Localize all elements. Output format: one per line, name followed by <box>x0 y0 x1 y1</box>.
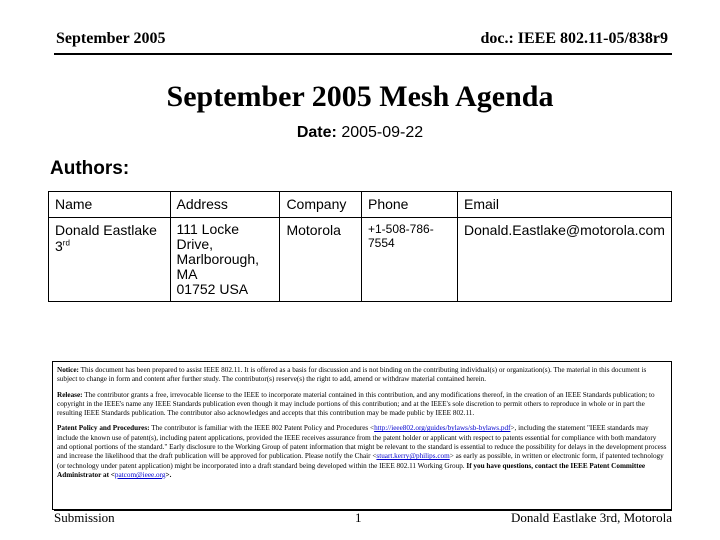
author-address-cell <box>170 218 280 302</box>
author-phone: +1-508-786-7554 <box>361 218 457 302</box>
notice-label: Notice: <box>57 366 79 374</box>
release-label: Release: <box>57 390 83 399</box>
col-header-name: Name <box>49 192 171 218</box>
notice-paragraph <box>57 366 667 385</box>
header-rule <box>54 53 672 55</box>
release-paragraph <box>57 391 667 419</box>
col-header-email: Email <box>457 192 671 218</box>
author-email: Donald.Eastlake@motorola.com <box>457 218 671 302</box>
address-line-2: Marlborough, MA <box>176 251 260 282</box>
table-header-row <box>49 192 672 218</box>
patent-label: Patent Policy and Procedures: <box>57 424 150 433</box>
authors-table <box>48 191 672 302</box>
address-line-3: 01752 USA <box>176 281 249 297</box>
patent-paragraph <box>57 424 667 480</box>
header-date: September 2005 <box>56 30 166 47</box>
author-name: Donald Eastlake 3 <box>55 222 157 254</box>
patent-text-1: The contributor is familiar with the IEEE 802 Patent Policy and Procedures < <box>151 424 375 433</box>
chair-email-link[interactable]: stuart.kerry@philips.com <box>376 452 450 461</box>
patent-text-2: >, including the statement "IEEE standards may include the known use of patent(s), including patent applications, provided the IEEE receives assurance from the patent holder or applicant with respect to patents essential for compliance with both mandatory and optional portions of the standard." Early disclosure to the Working Group of patent information that might be relevant to the standard is essential to reduce the possibility for delays in the development process and increase the likelihood that the draft publication will be approved for publication. Please notify the Chair < <box>57 424 667 461</box>
footer-submission: Submission <box>54 510 115 525</box>
footer-page-number: 1 <box>355 510 362 525</box>
author-name-cell <box>49 218 171 302</box>
date-value: 2005-09-22 <box>341 124 424 141</box>
patent-text-3: > as early as possible, in written or electronic form, if patented technology (or technology under patent application) might be incorporated into a draft standard being developed within the IEEE 802.11 Working Group. <box>57 452 664 470</box>
patcom-email-link[interactable]: patcom@ieee.org <box>114 470 166 479</box>
notice-text: This document has been prepared to assist IEEE 802.11. It is offered as a basis for discussion and is not binding on the contributing individual(s) or organization(s). The material in this document is subject to change in form and content after further study. The contributor(s) reserve(s) the right to add, amend or withdraw material contained herein. <box>57 366 647 384</box>
slide-title: September 2005 Mesh Agenda <box>166 80 554 113</box>
col-header-phone: Phone <box>361 192 457 218</box>
notice-box <box>52 361 672 510</box>
date-line <box>0 124 720 142</box>
release-text: The contributor grants a free, irrevocable license to the IEEE to incorporate material contained in this contribution, and any modifications thereof, in the creation of an IEEE Standards publication; to copyright in the IEEE's name any IEEE Standards publication even though it may include portions of this contribution; and at the IEEE's sole discretion to permit others to reproduce in whole or in part the resulting IEEE Standards publication. The contributor also acknowledges and accepts that this contribution may be made public by IEEE 802.11. <box>57 390 655 418</box>
footer-author: Donald Eastlake 3rd, Motorola <box>510 510 672 525</box>
author-company: Motorola <box>280 218 362 302</box>
address-line-1: 111 Locke Drive, <box>176 221 240 252</box>
patent-end: >. <box>165 470 172 479</box>
authors-heading: Authors: <box>50 158 130 179</box>
author-name-suffix: rd <box>62 238 70 248</box>
date-label: Date: <box>296 124 337 141</box>
header-doc-id: doc.: IEEE 802.11-05/838r9 <box>480 30 668 47</box>
col-header-address: Address <box>170 192 280 218</box>
patent-contact-text: If you have questions, contact the IEEE Patent Committee Administrator at < <box>57 461 646 479</box>
col-header-company: Company <box>280 192 362 218</box>
table-row <box>49 218 672 302</box>
patent-policy-link[interactable]: http://ieee802.org/guides/bylaws/sb-bylaws.pdf <box>374 424 511 433</box>
